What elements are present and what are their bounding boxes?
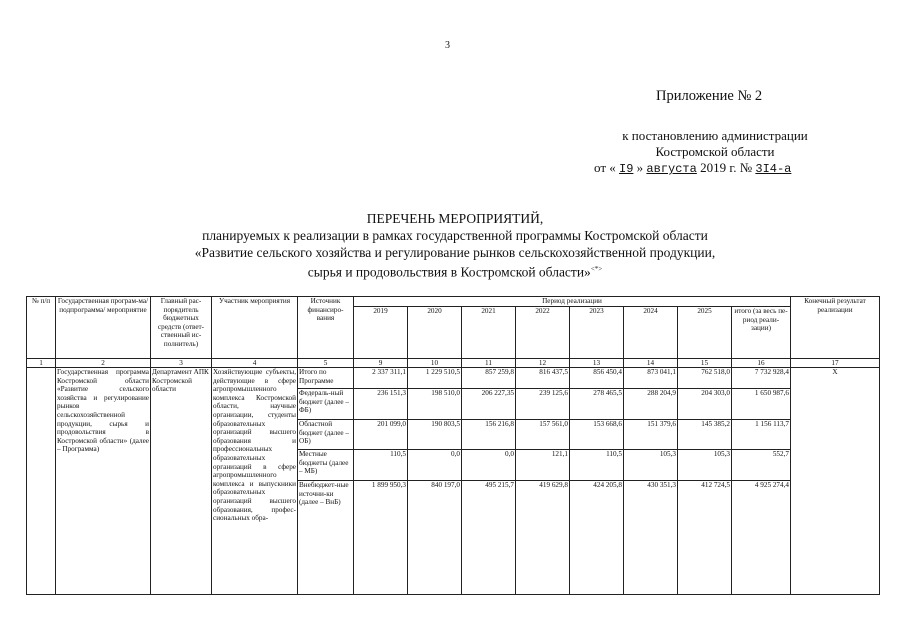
row-number-cell	[27, 368, 56, 595]
decree-number: 3I4-а	[755, 162, 792, 176]
column-number: 2	[56, 359, 151, 368]
column-number: 11	[462, 359, 516, 368]
source-cell: Итого по Программе	[298, 368, 354, 389]
title-line-2: планируемых к реализации в рамках государственной программы Костромской области	[202, 228, 708, 243]
value-cell: 151 379,6	[624, 420, 678, 450]
source-cell: Внебюджет-ные источни-ки (далее – ВнБ)	[298, 481, 354, 595]
column-number: 14	[624, 359, 678, 368]
header-year: 2024	[624, 307, 678, 359]
header-program: Государственная програм-ма/подпрограмма/ мероприятие	[56, 297, 151, 359]
value-cell: 430 351,3	[624, 481, 678, 595]
value-cell: 495 215,7	[462, 481, 516, 595]
value-cell: 2 337 311,1	[354, 368, 408, 389]
value-cell: 105,3	[678, 450, 732, 481]
appendix-title: Приложение № 2	[656, 88, 763, 104]
document-title	[150, 210, 760, 281]
value-cell: 198 510,0	[408, 389, 462, 420]
value-cell: 419 629,8	[516, 481, 570, 595]
measures-table	[26, 296, 880, 595]
decree-line-1: к постановлению администрации	[622, 128, 808, 143]
value-cell: 121,1	[516, 450, 570, 481]
value-cell: 239 125,6	[516, 389, 570, 420]
source-cell: Местные бюджеты (далее – МБ)	[298, 450, 354, 481]
column-number: 4	[212, 359, 298, 368]
column-number: 12	[516, 359, 570, 368]
date-month: августа	[646, 162, 697, 176]
decree-reference	[604, 128, 826, 160]
value-cell: 840 197,0	[408, 481, 462, 595]
column-number: 9	[354, 359, 408, 368]
value-cell: 110,5	[570, 450, 624, 481]
value-cell: 412 724,5	[678, 481, 732, 595]
value-cell: 204 303,0	[678, 389, 732, 420]
header-period: Период реализации	[354, 297, 791, 307]
value-cell: 0,0	[462, 450, 516, 481]
value-cell: 1 899 950,3	[354, 481, 408, 595]
total-cell: 1 650 987,6	[732, 389, 791, 420]
value-cell: 856 450,4	[570, 368, 624, 389]
value-cell: 873 041,1	[624, 368, 678, 389]
header-year: 2019	[354, 307, 408, 359]
source-cell: Федераль-ный бюджет (далее – ФБ)	[298, 389, 354, 420]
header-source: Источник финансиро-вания	[298, 297, 354, 359]
column-number: 10	[408, 359, 462, 368]
decree-date	[594, 160, 791, 176]
column-number: 17	[791, 359, 880, 368]
page-number: 3	[445, 40, 450, 51]
header-year: 2023	[570, 307, 624, 359]
total-cell: 7 732 928,4	[732, 368, 791, 389]
header-participant: Участник мероприятия	[212, 297, 298, 359]
program-name-cell: Государственная программа Костромской области «Развитие сельского хозяйства и регулирование рынков сельскохозяйственной продукции, сырья и продовольствия в Костромской области» (далее – Программа)	[56, 368, 151, 595]
date-mid: »	[636, 160, 644, 175]
value-cell: 157 561,0	[516, 420, 570, 450]
title-line-1: ПЕРЕЧЕНЬ МЕРОПРИЯТИЙ,	[366, 211, 544, 226]
value-cell: 156 216,8	[462, 420, 516, 450]
participant-cell: Хозяйствующие субъекты, действующие в сфере агропромышленного комплекса Костромской области, научные организации, студенты образовательных организаций высшего образования и профессиональных образовательных организаций в сфере агропромышленного комплекса и выпускники образовательных организаций высшего образования, профес-сиональных обра-	[212, 368, 298, 595]
value-cell: 1 229 510,5	[408, 368, 462, 389]
table-row	[27, 368, 880, 389]
source-cell: Областной бюджет (далее – ОБ)	[298, 420, 354, 450]
value-cell: 206 227,35	[462, 389, 516, 420]
value-cell: 190 803,5	[408, 420, 462, 450]
footnote-mark: <*>	[590, 265, 603, 273]
header-manager: Главный рас-порядитель бюджетных средств (ответ-ственный ис-полнитель)	[151, 297, 212, 359]
manager-cell: Департамент АПК Костромской области	[151, 368, 212, 595]
value-cell: 105,3	[624, 450, 678, 481]
header-year: 2025	[678, 307, 732, 359]
date-year: 2019 г. №	[700, 160, 753, 175]
header-num: № п/п	[27, 297, 56, 359]
header-year: 2020	[408, 307, 462, 359]
value-cell: 816 437,5	[516, 368, 570, 389]
header-total: итого (за весь пе-риод реали-зации)	[732, 307, 791, 359]
value-cell: 424 205,8	[570, 481, 624, 595]
value-cell: 278 465,5	[570, 389, 624, 420]
title-line-3: «Развитие сельского хозяйства и регулирование рынков сельскохозяйственной продукции,	[194, 245, 716, 260]
total-cell: 552,7	[732, 450, 791, 481]
total-cell: 1 156 113,7	[732, 420, 791, 450]
total-cell: 4 925 274,4	[732, 481, 791, 595]
value-cell: 236 151,3	[354, 389, 408, 420]
value-cell: 153 668,6	[570, 420, 624, 450]
value-cell: 201 099,0	[354, 420, 408, 450]
decree-line-2: Костромской области	[655, 144, 775, 159]
header-year: 2021	[462, 307, 516, 359]
column-number: 1	[27, 359, 56, 368]
column-number: 5	[298, 359, 354, 368]
result-cell: Х	[791, 368, 880, 595]
date-day: I9	[619, 162, 634, 176]
value-cell: 288 204,9	[624, 389, 678, 420]
column-number: 15	[678, 359, 732, 368]
column-number: 13	[570, 359, 624, 368]
value-cell: 110,5	[354, 450, 408, 481]
column-number: 16	[732, 359, 791, 368]
value-cell: 762 518,0	[678, 368, 732, 389]
header-result: Конечный результат реализации	[791, 297, 880, 359]
date-prefix: от «	[594, 160, 616, 175]
value-cell: 857 259,8	[462, 368, 516, 389]
column-number: 3	[151, 359, 212, 368]
title-line-4: сырья и продовольствия в Костромской области»	[307, 264, 591, 280]
value-cell: 145 385,2	[678, 420, 732, 450]
header-year: 2022	[516, 307, 570, 359]
value-cell: 0,0	[408, 450, 462, 481]
